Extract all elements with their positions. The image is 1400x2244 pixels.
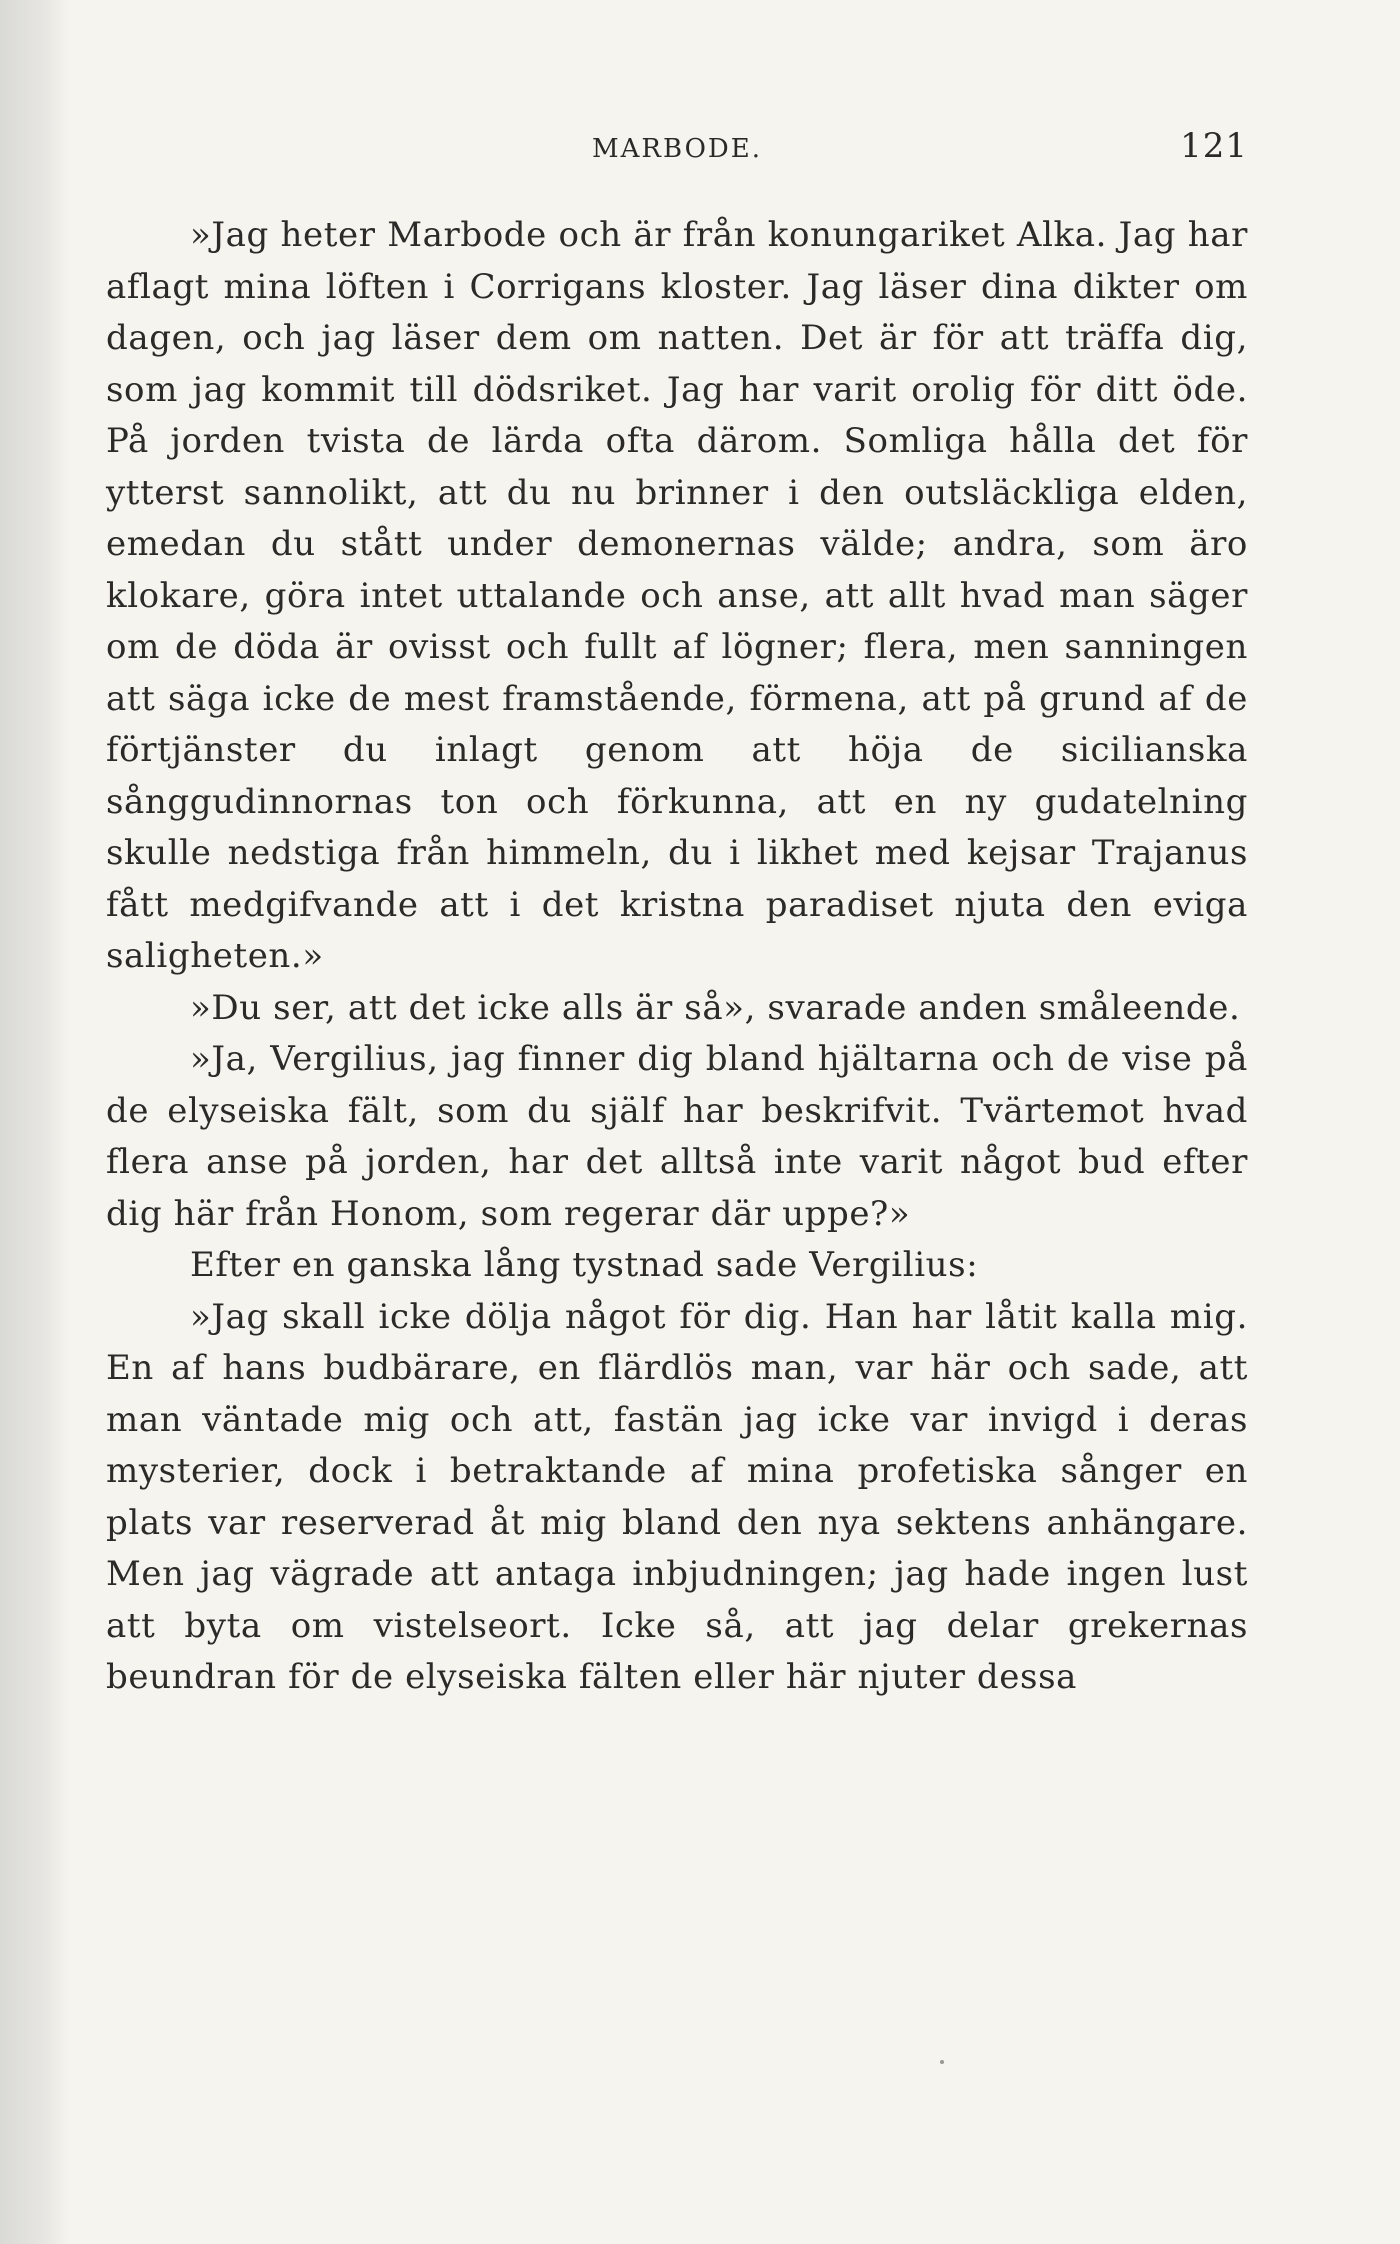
running-title: MARBODE. bbox=[592, 134, 762, 164]
binding-gutter bbox=[0, 0, 70, 2244]
paragraph-silence: Efter en ganska lång tystnad sade Vergilius: bbox=[190, 1245, 979, 1285]
body-text bbox=[106, 210, 1248, 1704]
page-number: 121 bbox=[1180, 126, 1248, 166]
paragraph-anden-reply: »Du ser, att det icke alls är så», svarade anden småleende. bbox=[190, 987, 1241, 1028]
book-page bbox=[106, 120, 1248, 1704]
paragraph-vergilius-speech: »Jag skall icke dölja något för dig. Han har låtit kalla mig. En af hans budbärare, en flärdlös man, var här och sade, att man väntade mig och att, fastän jag icke var invigd i deras mysterier, dock i betraktande af mina profetiska sånger en plats var reserverad åt mig bland den nya sektens anhängare. Men jag vägrade att antaga inbjudningen; jag hade ingen lust att byta om vistelseort. Icke så, att jag delar grekernas beundran för de elyseiska fälten eller här njuter dessa bbox=[106, 1296, 1248, 1697]
paragraph-marbode-speech: »Jag heter Marbode och är från konungariket Alka. Jag har aflagt mina löften i Corrigans kloster. Jag läser dina dikter om dagen, och jag läser dem om natten. Det är för att träffa dig, som jag kommit till dödsriket. Jag har varit orolig för ditt öde. På jorden tvista de lärda ofta därom. Somliga hålla det för ytterst sannolikt, att du nu brinner i den outsläckliga elden, emedan du stått under demonernas välde; andra, som äro klokare, göra intet uttalande och anse, att allt hvad man säger om de döda är ovisst och fullt af lögner; flera, men sanningen att säga icke de mest framstående, förmena, att på grund af de förtjänster du inlagt genom att höja de sicilianska sånggudinnornas ton och förkunna, att en ny gudatelning skulle nedstiga från himmeln, du i likhet med kejsar Trajanus fått medgifvande att i det kristna paradiset njuta den eviga saligheten.» bbox=[106, 215, 1248, 976]
paper-speck bbox=[940, 2060, 944, 2064]
paragraph-vergilius-question: »Ja, Vergilius, jag finner dig bland hjältarna och de vise på de elyseiska fält, som du själf har beskrifvit. Tvärtemot hvad flera anse på jorden, har det alltså inte varit något bud efter dig här från Honom, som regerar där uppe?» bbox=[106, 1039, 1248, 1234]
running-head bbox=[106, 120, 1248, 180]
